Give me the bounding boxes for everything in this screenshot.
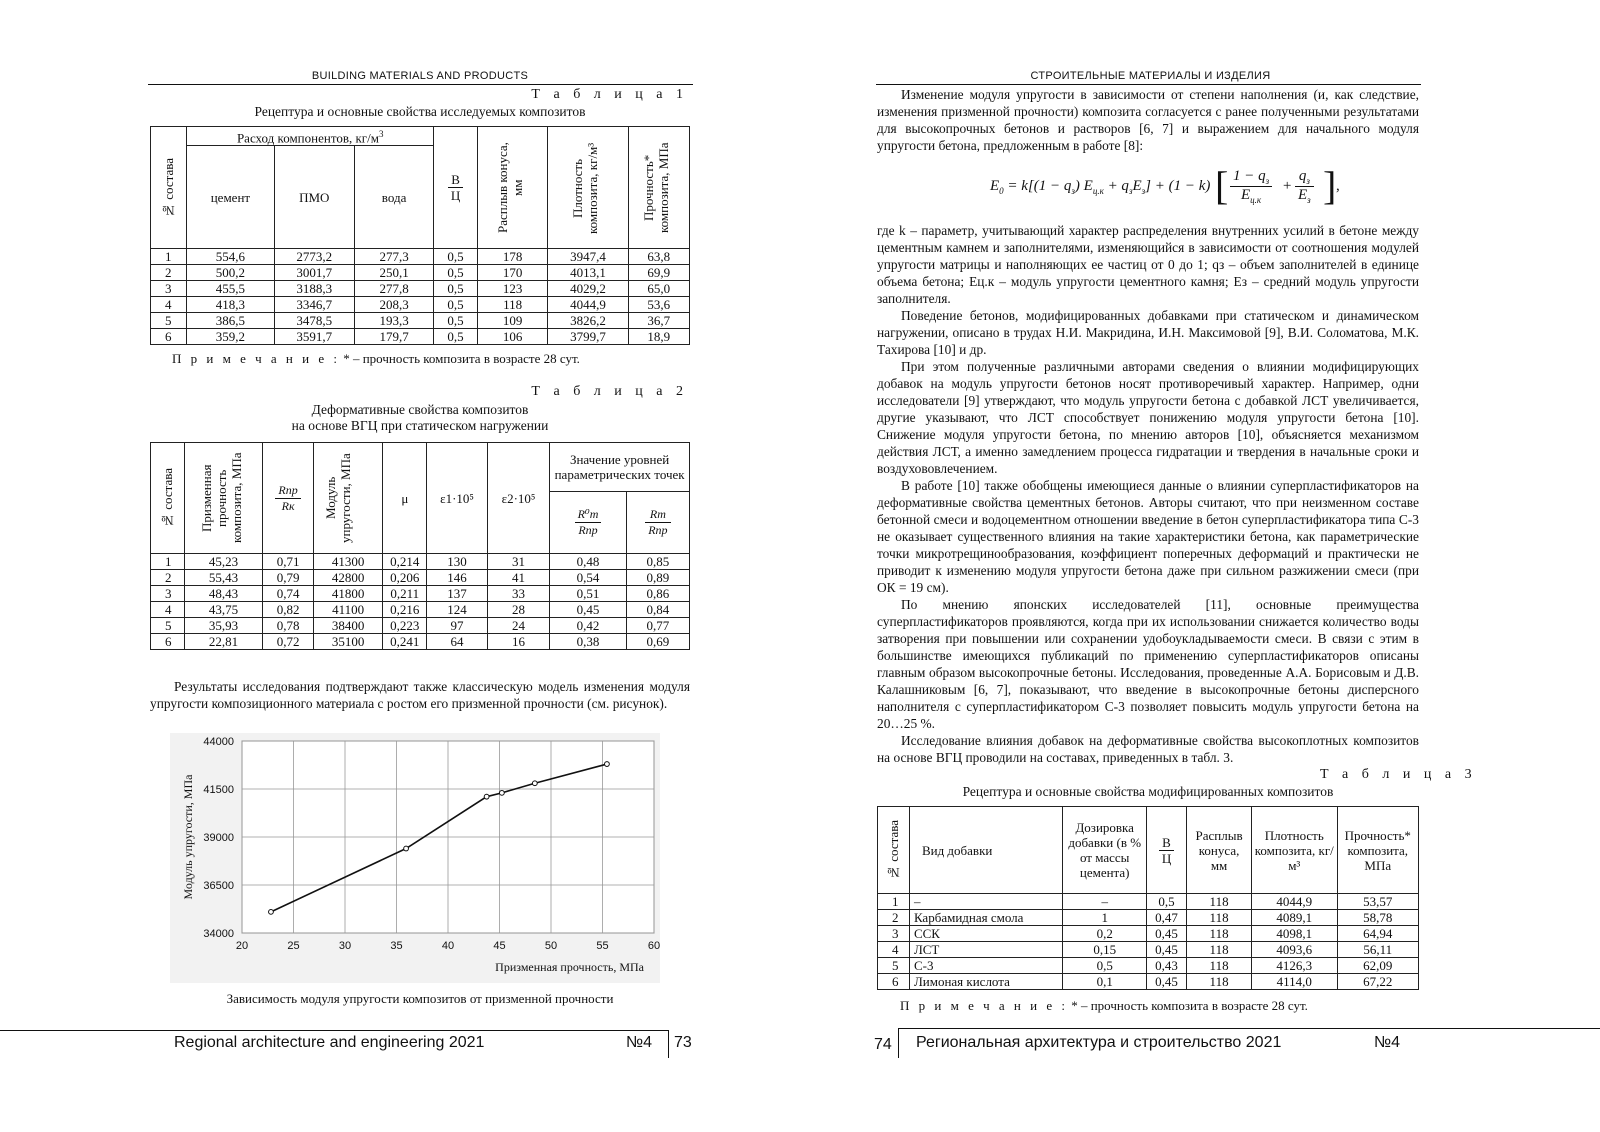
row-no-cell: 3 [151, 586, 185, 602]
dose-cell: 0,15 [1063, 942, 1146, 958]
table-row [878, 974, 1419, 990]
cone-cell: 118 [1187, 958, 1252, 974]
strength-cell: 56,11 [1337, 942, 1418, 958]
density-cell: 4044,9 [1252, 894, 1338, 910]
table1-label: Т а б л и ц а 1 [531, 87, 688, 102]
dose-cell: 0,1 [1063, 974, 1146, 990]
row-no-cell: 2 [878, 910, 910, 926]
wc-cell: 0,45 [1146, 974, 1186, 990]
strength-cell: 69,9 [628, 265, 690, 281]
t1-col-cement: цемент [187, 146, 275, 249]
rt-cell: 0,86 [626, 586, 689, 602]
water-cell: 277,3 [354, 249, 434, 265]
y-tick-label: 39000 [203, 832, 234, 844]
cone-cell: 118 [1187, 942, 1252, 958]
e1-cell: 130 [427, 554, 488, 570]
table-row [151, 618, 690, 634]
e1-cell: 64 [427, 634, 488, 650]
table2-label: Т а б л и ц а 2 [531, 384, 688, 399]
cone-cell: 106 [477, 329, 548, 345]
modulus-cell: 41800 [313, 586, 382, 602]
modulus-cell: 41100 [313, 602, 382, 618]
water-cell: 250,1 [354, 265, 434, 281]
prism-cell: 55,43 [184, 570, 262, 586]
row-no-cell: 1 [878, 894, 910, 910]
additive-cell: ЛСТ [909, 942, 1063, 958]
pmo-cell: 2773,2 [274, 249, 354, 265]
cement-cell: 386,5 [187, 313, 275, 329]
table-row [878, 894, 1419, 910]
mu-cell: 0,216 [383, 602, 427, 618]
t1-col-water: вода [354, 146, 434, 249]
strength-cell: 62,09 [1337, 958, 1418, 974]
t3-col-type: Вид добавки [909, 807, 1063, 894]
table1 [150, 126, 690, 345]
density-cell: 4114,0 [1252, 974, 1338, 990]
t2-col-prism: Призменная прочность композита, МПа [184, 443, 262, 554]
table1-note: П р и м е ч а н и е : * – прочность композита в возрасте 28 сут. [172, 351, 580, 366]
ratio-cell: 0,78 [263, 618, 314, 634]
water-cell: 277,8 [354, 281, 434, 297]
modulus-cell: 35100 [313, 634, 382, 650]
wc-cell: 0,5 [434, 313, 477, 329]
table-row [151, 297, 690, 313]
cement-cell: 359,2 [187, 329, 275, 345]
table2 [150, 442, 690, 650]
cone-cell: 118 [1187, 974, 1252, 990]
t3-col-cone: Расплыв конуса, мм [1187, 807, 1252, 894]
footer-rule-vertical [668, 1030, 669, 1058]
t3-col-no: № состава [878, 807, 910, 894]
data-point [605, 762, 610, 767]
table-row [151, 602, 690, 618]
y-tick-label: 44000 [203, 736, 234, 748]
mu-cell: 0,206 [383, 570, 427, 586]
chart-area [170, 733, 660, 983]
row-no-cell: 6 [151, 329, 187, 345]
cement-cell: 455,5 [187, 281, 275, 297]
rt-cell: 0,77 [626, 618, 689, 634]
pmo-cell: 3346,7 [274, 297, 354, 313]
e1-cell: 137 [427, 586, 488, 602]
row-no-cell: 3 [878, 926, 910, 942]
dose-cell: 0,2 [1063, 926, 1146, 942]
dose-cell: 1 [1063, 910, 1146, 926]
rt0-cell: 0,45 [550, 602, 627, 618]
wc-cell: 0,5 [434, 329, 477, 345]
right-page [840, 0, 1600, 1132]
x-tick-label: 35 [390, 940, 403, 952]
density-cell: 4089,1 [1252, 910, 1338, 926]
e2-cell: 41 [487, 570, 549, 586]
strength-cell: 53,6 [628, 297, 690, 313]
wc-cell: 0,43 [1146, 958, 1186, 974]
row-no-cell: 1 [151, 554, 185, 570]
x-axis-label: Призменная прочность, МПа [495, 960, 644, 974]
e2-cell: 33 [487, 586, 549, 602]
row-no-cell: 6 [878, 974, 910, 990]
e2-cell: 24 [487, 618, 549, 634]
row-no-cell: 2 [151, 570, 185, 586]
body-text-2: где k – параметр, учитывающий характер распределения внутренних усилий в бетоне между цементным камнем и заполнителями, изменяющийся в зависимости от соотношения модулей упругости матрицы и наполняющих ее частиц от 0 до 1; qз – объем заполнителей в единице объема бетона; Eц.к – модуль упругости цементного камня; Eз – средний модуль упругости заполнителя. Поведение бетонов, модифицированных добавками при статическом и динамическом нагружении, описано в трудах Н.И. Макридина, И.Н. Максимовой [9], В.И. Соломатова, М.К. Тахирова [10] и др. При этом полученные различными авторами сведения о влиянии модифицирующих добавок на модуль упругости бетонов носят противоречивый характер. Например, одни исследователи [9] утверждают, что модуль упругости бетона с добавкой ЛСТ увеличивается, другие указывают, что ЛСТ способствует понижению модуля упругости бетона [10]. Снижение модуля упругости бетона, по мнению авторов [10], объясняется механизмом действия ЛСТ, а именно замедлением процесса гидратации и твердения в начальные сроки и воздухововлечением. В работе [10] также обобщены имеющиеся данные о влиянии суперпластификаторов на деформативные свойства цементных бетонов. Авторы считают, что при неизменном составе бетонной смеси и водоцементном отношении введение в бетон суперпластификатора типа С-3 не оказывает существенного влияния на такие характеристики бетона, как параметрические точки микротрещинообразования, коэффициент поперечных деформаций и практически не приводит к изменению модуля упругости бетона даже при сильном разжижении смеси (при ОК = 19 см). По мнению японских исследователей [11], основные преимущества суперпластификаторов проявляются, когда при их использовании снижается количество воды затворения при повышении или сохранении удобоукладываемости смеси. В связи с этим в большинстве имеющихся публикаций по применению суперпластификаторов описаны главным образом высокопрочные бетоны. Исследования, проведенные А.А. Борисовым и Д.В. Калашниковым [6, 7], показывают, что введение в высокопрочные бетоны дисперсного наполнителя с суперпластификатором С-3 позволяет повысить модуль упругости бетона на 20…25 %. Исследование влияния добавок на деформативные свойства высокоплотных композитов на основе ВГЦ проводили на составах, приведенных в табл. 3. [877, 223, 1419, 765]
rt-cell: 0,85 [626, 554, 689, 570]
prism-cell: 35,93 [184, 618, 262, 634]
row-no-cell: 3 [151, 281, 187, 297]
data-point [532, 781, 537, 786]
t2-col-ratio: $\frac{\text{Rпр}}{Rк}$ [263, 443, 314, 554]
t3-col-strength: Прочность* композита, МПа [1337, 807, 1418, 894]
header-rule [148, 84, 693, 85]
t1-group-header: Расход компонентов, $кг/м^3$ [187, 127, 434, 146]
row-no-cell: 6 [151, 634, 185, 650]
rt-cell: 0,69 [626, 634, 689, 650]
t1-col-cone: Расплыв конуса, мм [477, 127, 548, 249]
mu-cell: 0,214 [383, 554, 427, 570]
e1-cell: 146 [427, 570, 488, 586]
mu-cell: 0,211 [383, 586, 427, 602]
body-text-1: Изменение модуля упругости в зависимости от степени наполнения (и, как следствие, изменения призменной прочности) композита согласуется с ранее полученными результатами для высокопрочных бетонов и растворов [6, 7] и выражением для начального модуля упругости бетона, предложенным в работе [8]: [877, 87, 1419, 153]
wc-cell: 0,5 [1146, 894, 1186, 910]
table3-label: Т а б л и ц а 3 [1320, 767, 1477, 782]
row-no-cell: 2 [151, 265, 187, 281]
t3-col-wc: $\frac{В}{Ц}$ [1146, 807, 1186, 894]
additive-cell: ССК [909, 926, 1063, 942]
e2-cell: 31 [487, 554, 549, 570]
density-cell: 3947,4 [548, 249, 628, 265]
x-tick-label: 25 [287, 940, 300, 952]
t2-col-e1: ε1·10⁵ [427, 443, 488, 554]
table3-note: П р и м е ч а н и е : * – прочность композита в возрасте 28 сут. [900, 998, 1308, 1013]
ratio-cell: 0,74 [263, 586, 314, 602]
prism-cell: 48,43 [184, 586, 262, 602]
cement-cell: 500,2 [187, 265, 275, 281]
strength-cell: 53,57 [1337, 894, 1418, 910]
row-no-cell: 5 [151, 618, 185, 634]
cement-cell: 554,6 [187, 249, 275, 265]
table-row [151, 249, 690, 265]
x-tick-label: 55 [596, 940, 609, 952]
dose-cell: – [1063, 894, 1146, 910]
rt0-cell: 0,51 [550, 586, 627, 602]
rt0-cell: 0,48 [550, 554, 627, 570]
footer-issue: №4 [1374, 1034, 1401, 1051]
data-point [404, 846, 409, 851]
cone-cell: 118 [1187, 894, 1252, 910]
ratio-cell: 0,72 [263, 634, 314, 650]
table1-title: Рецептура и основные свойства исследуемых композитов [254, 104, 586, 119]
strength-cell: 18,9 [628, 329, 690, 345]
t3-col-dose: Дозировка добавки (в % от массы цемента) [1063, 807, 1146, 894]
pmo-cell: 3591,7 [274, 329, 354, 345]
t1-col-wc: $\frac{В}{Ц}$ [434, 127, 477, 249]
running-head: СТРОИТЕЛЬНЫЕ МАТЕРИАЛЫ И ИЗДЕЛИЯ [1030, 70, 1271, 82]
row-no-cell: 4 [878, 942, 910, 958]
wc-cell: 0,45 [1146, 942, 1186, 958]
y-tick-label: 41500 [203, 784, 234, 796]
data-point [484, 794, 489, 799]
dose-cell: 0,5 [1063, 958, 1146, 974]
water-cell: 179,7 [354, 329, 434, 345]
t3-col-density: Плотность композита, кг/м³ [1252, 807, 1338, 894]
table-row [151, 554, 690, 570]
table-row [878, 942, 1419, 958]
strength-cell: 58,78 [1337, 910, 1418, 926]
footer-issue: №4 [626, 1034, 653, 1051]
page-number: 73 [674, 1034, 692, 1051]
prism-cell: 22,81 [184, 634, 262, 650]
y-tick-label: 36500 [203, 880, 234, 892]
x-tick-label: 60 [647, 940, 660, 952]
cone-cell: 123 [477, 281, 548, 297]
t2-col-e2: ε2·10⁵ [487, 443, 549, 554]
strength-cell: 63,8 [628, 249, 690, 265]
pmo-cell: 3001,7 [274, 265, 354, 281]
t1-col-strength: Прочность* композита, МПа [628, 127, 690, 249]
page-number: 74 [874, 1036, 892, 1053]
wc-cell: 0,5 [434, 297, 477, 313]
wc-cell: 0,47 [1146, 910, 1186, 926]
elasticity-chart [170, 733, 660, 983]
ratio-cell: 0,82 [263, 602, 314, 618]
additive-cell: Лимоная кислота [909, 974, 1063, 990]
t2-col-no: № состава [151, 443, 185, 554]
rt-cell: 0,89 [626, 570, 689, 586]
footer-journal: Региональная архитектура и строительство 2021 [916, 1034, 1282, 1051]
rt0-cell: 0,42 [550, 618, 627, 634]
strength-cell: 67,22 [1337, 974, 1418, 990]
density-cell: 4093,6 [1252, 942, 1338, 958]
water-cell: 208,3 [354, 297, 434, 313]
additive-cell: С-3 [909, 958, 1063, 974]
row-no-cell: 4 [151, 602, 185, 618]
strength-cell: 65,0 [628, 281, 690, 297]
strength-cell: 64,94 [1337, 926, 1418, 942]
table-row [151, 313, 690, 329]
mu-cell: 0,223 [383, 618, 427, 634]
cone-cell: 118 [477, 297, 548, 313]
data-point [499, 790, 504, 795]
cone-cell: 178 [477, 249, 548, 265]
e1-cell: 124 [427, 602, 488, 618]
wc-cell: 0,45 [1146, 926, 1186, 942]
density-cell: 3799,7 [548, 329, 628, 345]
table-row [151, 570, 690, 586]
row-no-cell: 4 [151, 297, 187, 313]
running-head: BUILDING MATERIALS AND PRODUCTS [311, 70, 529, 82]
t1-col-no: № состава [151, 127, 187, 249]
table3-title: Рецептура и основные свойства модифицированных композитов [962, 784, 1334, 799]
table3 [877, 806, 1419, 990]
modulus-cell: 42800 [313, 570, 382, 586]
density-cell: 3826,2 [548, 313, 628, 329]
e2-cell: 28 [487, 602, 549, 618]
ratio-cell: 0,79 [263, 570, 314, 586]
x-tick-label: 50 [544, 940, 558, 952]
e2-cell: 16 [487, 634, 549, 650]
footer-rule [0, 1030, 668, 1031]
density-cell: 4126,3 [1252, 958, 1338, 974]
prism-cell: 43,75 [184, 602, 262, 618]
row-no-cell: 5 [878, 958, 910, 974]
t2-col-mu: μ [383, 443, 427, 554]
table-row [151, 329, 690, 345]
row-no-cell: 5 [151, 313, 187, 329]
modulus-cell: 38400 [313, 618, 382, 634]
modulus-cell: 41300 [313, 554, 382, 570]
x-tick-label: 45 [493, 940, 506, 952]
prism-cell: 45,23 [184, 554, 262, 570]
footer-journal: Regional architecture and engineering 2021 [174, 1034, 485, 1051]
row-no-cell: 1 [151, 249, 187, 265]
table2-title: Деформативные свойства композитов на основе ВГЦ при статическом нагружении [291, 402, 549, 433]
data-point [269, 909, 274, 914]
y-tick-label: 34000 [203, 928, 234, 940]
x-tick-label: 20 [235, 940, 249, 952]
cone-cell: 118 [1187, 926, 1252, 942]
wc-cell: 0,5 [434, 265, 477, 281]
table-row [878, 958, 1419, 974]
elasticity-formula: $E_0 = k[(1 - q_з) E_{ц.к} + q_зE_з] + (1 - k)$ [ $1 - q_з$ $E_{ц.к}$ + $q_з$ $E_з$ ] , [990, 163, 1340, 208]
table-row [151, 586, 690, 602]
cone-cell: 109 [477, 313, 548, 329]
t2-col-rt0: $\frac{\text{R⁰т}}{\text{Rпр}}$ [550, 492, 627, 554]
footer-rule-vertical [898, 1028, 899, 1058]
x-tick-label: 30 [338, 940, 352, 952]
pmo-cell: 3188,3 [274, 281, 354, 297]
t2-col-modulus: Модуль упругости, МПа [313, 443, 382, 554]
wc-cell: 0,5 [434, 249, 477, 265]
t1-col-density: Плотность композита, кг/м³ [548, 127, 628, 249]
cone-cell: 118 [1187, 910, 1252, 926]
table-row [878, 910, 1419, 926]
pmo-cell: 3478,5 [274, 313, 354, 329]
water-cell: 193,3 [354, 313, 434, 329]
cone-cell: 170 [477, 265, 548, 281]
table-row [151, 281, 690, 297]
t2-col-levels: Значение уровней параметрических точек [550, 443, 690, 492]
density-cell: 4044,9 [548, 297, 628, 313]
t1-col-pmo: ПМО [274, 146, 354, 249]
results-paragraph: Результаты исследования подтверждают также классическую модель изменения модуля упругости композиционного материала с ростом его призменной прочности (см. рисунок). [150, 679, 690, 711]
footer-rule [898, 1028, 1600, 1029]
rt0-cell: 0,54 [550, 570, 627, 586]
ratio-cell: 0,71 [263, 554, 314, 570]
density-cell: 4013,1 [548, 265, 628, 281]
rt0-cell: 0,38 [550, 634, 627, 650]
density-cell: 4098,1 [1252, 926, 1338, 942]
x-tick-label: 40 [441, 940, 455, 952]
e1-cell: 97 [427, 618, 488, 634]
left-page [0, 0, 760, 1132]
density-cell: 4029,2 [548, 281, 628, 297]
y-axis-label: Модуль упругости, МПа [181, 774, 195, 900]
figure-caption: Зависимость модуля упругости композитов от призменной прочности [226, 991, 614, 1006]
wc-cell: 0,5 [434, 281, 477, 297]
header-rule [876, 84, 1421, 85]
strength-cell: 36,7 [628, 313, 690, 329]
mu-cell: 0,241 [383, 634, 427, 650]
t2-col-rt: $\frac{Rт}{\text{Rпр}}$ [626, 492, 689, 554]
table-row [151, 265, 690, 281]
table-row [878, 926, 1419, 942]
table-row [151, 634, 690, 650]
rt-cell: 0,84 [626, 602, 689, 618]
additive-cell: – [909, 894, 1063, 910]
additive-cell: Карбамидная смола [909, 910, 1063, 926]
cement-cell: 418,3 [187, 297, 275, 313]
